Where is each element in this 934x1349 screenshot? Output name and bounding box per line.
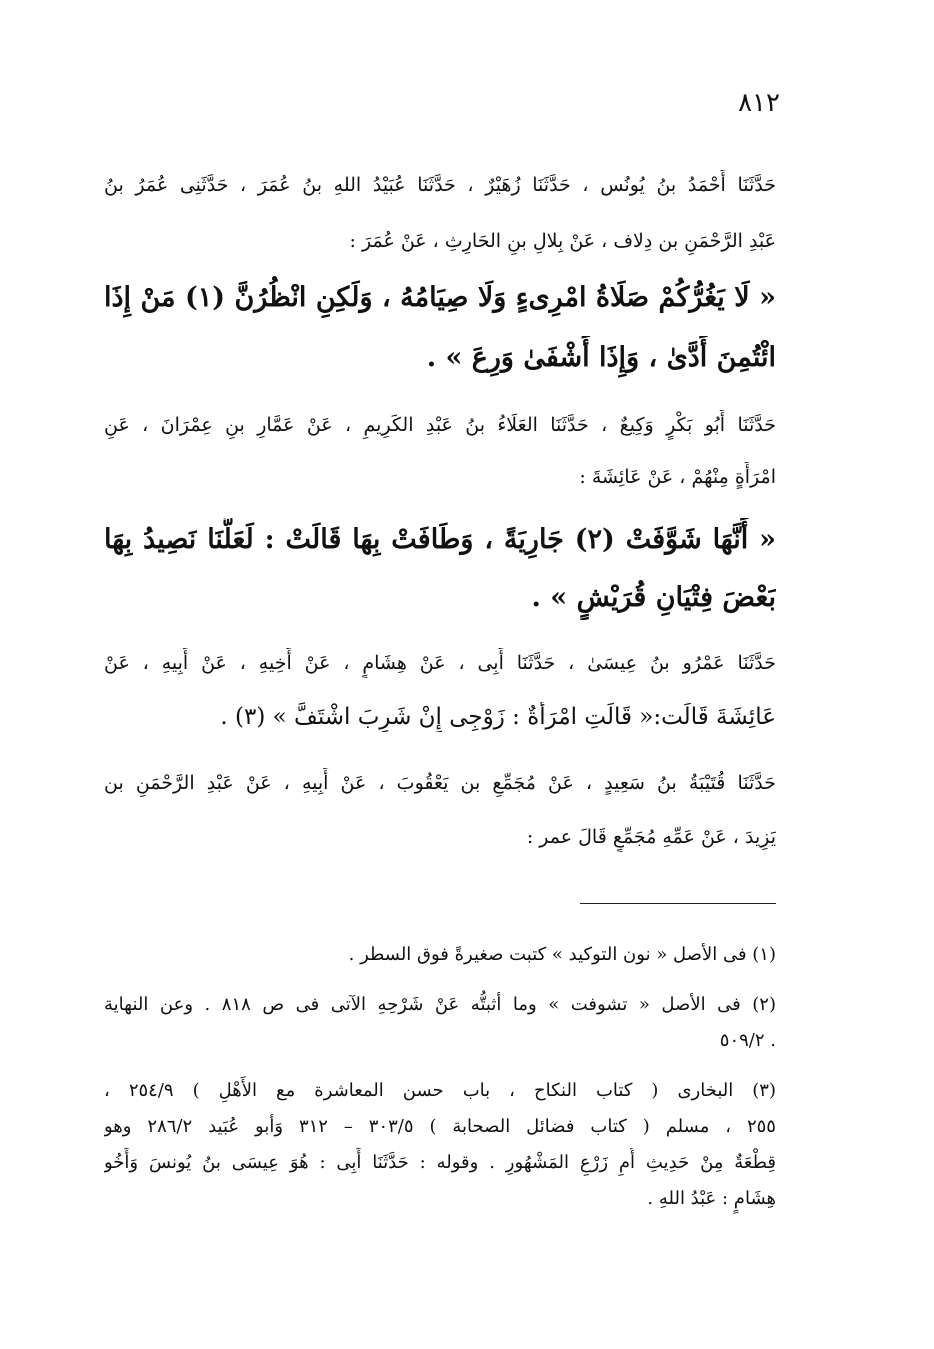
- footnote-line: ٥٠٩/٢ .: [719, 1030, 776, 1051]
- hadith-matn-line: بَعْضَ فِتْيَانِ قُرَيْشٍ » .: [531, 582, 776, 613]
- isnad-line: يَزِيدَ ، عَنْ عَمِّهِ مُجَمِّعٍ قَالَ عمر :: [526, 826, 776, 848]
- page-number: ٨١٢: [738, 88, 780, 118]
- hadith-matn-line: « لَا يَغُرُّكُمْ صَلَاةُ امْرِىءٍ وَلَا صِيَامُهُ ، وَلَكِنِ انْظُرُنَّ (١) مَنْ إِذَا: [104, 282, 776, 313]
- footnote-line: ٢٥٥ ، مسلم ( كتاب فضائل الصحابة ) ٣٠٣/٥ – ٣١٢ وَأبو عُبَيد ٢٨٦/٢ وهو: [104, 1116, 776, 1137]
- footnote-line: هِشَامٍ : عَبْدُ اللهِ .: [647, 1188, 776, 1209]
- isnad-line: امْرَأَةٍ مِنْهُمْ ، عَنْ عَائِشَةَ :: [579, 466, 776, 488]
- footnote-line: قِطْعَةٌ مِنْ حَدِيثِ أُمِ زَرْعِ المَشْهُورِ . وقوله : حَدَّثَنَا أَبِى : هُوَ عِيسَى بنُ يُونسَ وَأَخُو: [104, 1152, 776, 1173]
- footnote-line: (٣) البخارى ( كتاب النكاح ، باب حسن المعاشرة مع الأَهْلِ ) ٢٥٤/٩ ،: [104, 1080, 776, 1101]
- isnad-line: حَدَّثَنَا أَبُو بَكْرٍ وَكِيعٌ ، حَدَّثَنَا العَلَاءُ بنُ عَبْدِ الكَرِيمِ ، عَنْ عَمَّارِ بنِ عِمْرَانَ ، عَنِ: [104, 414, 776, 436]
- hadith-matn-line: « أَنَّهَا شَوَّفَتْ (٢) جَارِيَةً ، وَطَافَتْ بِهَا قَالَتْ : لَعَلَّنَا نَصِيدُ بِهَا: [104, 524, 776, 555]
- isnad-line: عَبْدِ الرَّحْمَنِ بن دِلاف ، عَنْ بِلالِ بنِ الحَارِثِ ، عَنْ عُمَرَ :: [349, 230, 776, 252]
- isnad-line: حَدَّثَنَا عَمْرُو بنُ عِيسَىٰ ، حَدَّثَنَا أَبِى ، عَنْ هِشَامٍ ، عَنْ أَخِيهِ ، عَنْ أَبِيهِ ، عَنْ: [104, 652, 776, 674]
- footnote-separator: [580, 903, 776, 904]
- isnad-line: حَدَّثَنَا قُتَيْبَةُ بنُ سَعِيدٍ ، عَنْ مُجَمِّعِ بن يَعْقُوبَ ، عَنْ أَبِيهِ ، عَنْ عَبْدِ الرَّحْمَنِ بن: [104, 772, 776, 794]
- footnote-line: (١) فى الأصل « نون التوكيد » كتبت صغيرةً فوق السطر .: [348, 944, 776, 965]
- isnad-line: عَائِشَةَ قَالَت:« قَالَتِ امْرَأَةٌ : زَوْجِى إِنْ شَرِبَ اشْتَفَّ » (٣) .: [220, 704, 776, 730]
- hadith-matn-line: ائْتُمِنَ أَدَّىٰ ، وَإِذَا أَشْفَىٰ وَرِعَ » .: [426, 342, 776, 373]
- footnote-line: (٢) فى الأصل « تشوفت » وما أثبتُّه عَنْ شَرْحِهِ الآتى فى ص ٨١٨ . وعن النهاية: [104, 994, 776, 1015]
- isnad-line: حَدَّثَنَا أَحْمَدُ بنُ يُونُس ، حَدَّثَنَا زُهَيْرٌ ، حَدَّثَنَا عُبَيْدُ اللهِ بنُ عُمَرَ ، حَدَّثَنِى عُمَرُ بنُ: [104, 174, 776, 196]
